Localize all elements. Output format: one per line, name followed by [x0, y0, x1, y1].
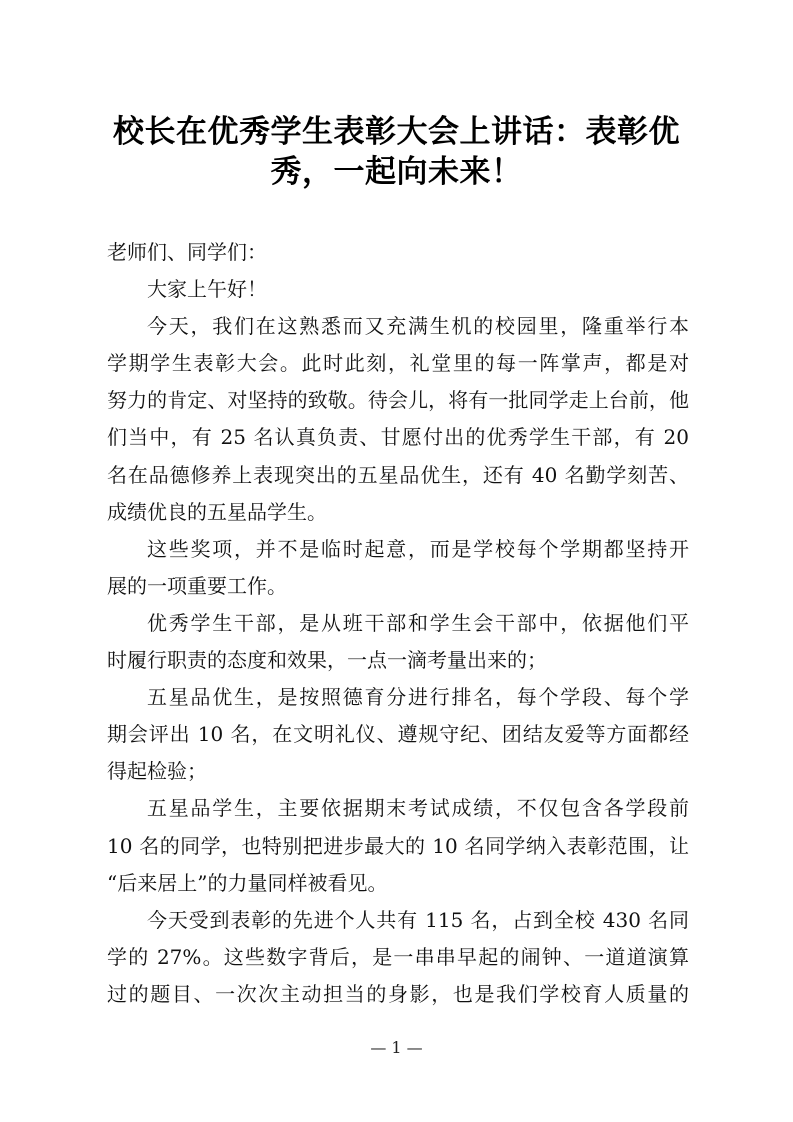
text-line: 今天受到表彰的先进个人共有 115 名，占到全校 430 名同: [147, 907, 689, 932]
text-line: “后来居上”的力量同样被看见。: [107, 870, 388, 895]
text-line: 过的题目、一次次主动担当的身影，也是我们学校育人质量的: [107, 981, 689, 1006]
text-line: 今天，我们在这熟悉而又充满生机的校园里，隆重举行本: [147, 314, 689, 339]
title-line-1: 校长在优秀学生表彰大会上讲话：表彰优: [113, 114, 680, 150]
text-line: 学期学生表彰大会。此时此刻，礼堂里的每一阵掌声，都是对: [107, 351, 689, 376]
text-line: 老师们、同学们：: [107, 240, 267, 264]
text-line: 得起检验；: [107, 759, 207, 784]
text-line: 名在品德修养上表现突出的五星品优生，还有 40 名勤学刻苦、: [107, 462, 689, 487]
text-line: 五星品优生，是按照德育分进行排名，每个学段、每个学: [147, 685, 689, 710]
text-line: 时履行职责的态度和效果，一点一滴考量出来的；: [107, 648, 547, 673]
text-line: 学的 27%。这些数字背后，是一串串早起的闹钟、一道道演算: [107, 944, 689, 969]
text-line: 期会评出 10 名，在文明礼仪、遵规守纪、团结友爱等方面都经: [107, 722, 689, 747]
text-line: 10 名的同学，也特别把进步最大的 10 名同学纳入表彰范围，让: [107, 833, 689, 858]
text-line: 优秀学生干部，是从班干部和学生会干部中，依据他们平: [147, 610, 689, 635]
text-line: 们当中，有 25 名认真负责、甘愿付出的优秀学生干部，有 20: [107, 425, 689, 450]
page-number: — 1 —: [370, 1038, 423, 1057]
text-line: 大家上午好！: [147, 277, 267, 302]
document-title: [100, 112, 693, 192]
text-line: 五星品学生，主要依据期末考试成绩，不仅包含各学段前: [147, 796, 689, 821]
text-line: 这些奖项，并不是临时起意，而是学校每个学期都坚持开: [147, 536, 689, 561]
text-line: 展的一项重要工作。: [107, 573, 287, 598]
text-line: 努力的肯定、对坚持的致敬。待会儿，将有一批同学走上台前，他: [107, 388, 689, 413]
document-body: [107, 234, 689, 1013]
text-line: 成绩优良的五星品学生。: [107, 499, 327, 524]
title-line-2: 秀，一起向未来！: [270, 154, 523, 190]
